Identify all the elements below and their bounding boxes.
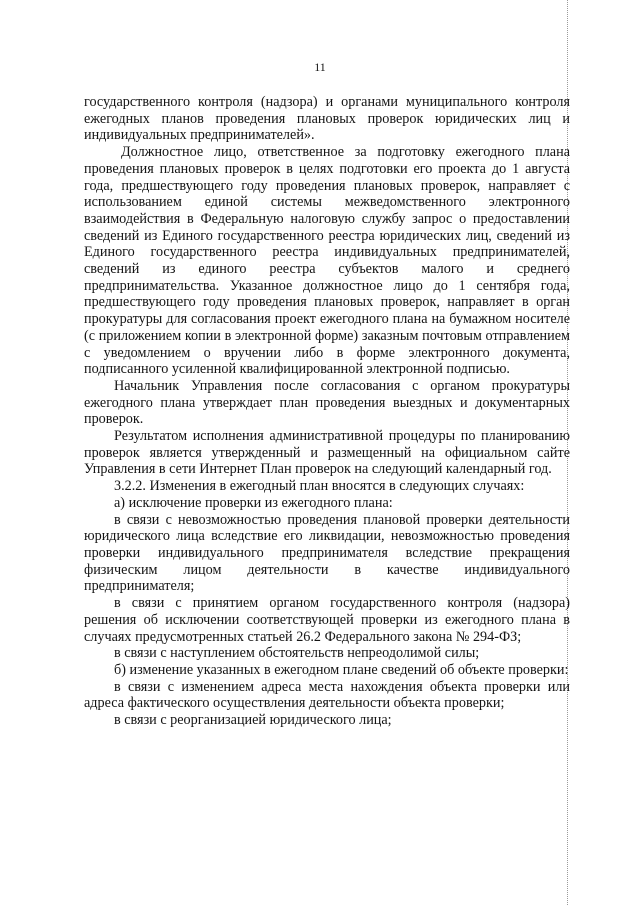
paragraph-item-a: а) исключение проверки из ежегодного плана: <box>114 494 393 511</box>
paragraph-responsible-official: Должностное лицо, ответственное за подготовку ежегодного плана проведения плановых проверок в целях подготовки его проекта до 1 августа года, предшествующего году проведения плановых проверок, направляет с использованием единой системы межведомственного электронного взаимодействия в Федеральную налоговую службу запрос о предоставлении сведений из Единого государственного реестра юридических лиц, сведений из Единого государственного реестра индивидуальных предпринимателей, сведений из единого реестра субъектов малого и среднего предпринимательства. Указанное должностное лицо до 1 сентября года, предшествующего году проведения плановых проверок, направляет в орган прокуратуры для согласования проект ежегодного плана на бумажном носителе (с приложением копии в электронной форме) заказным почтовым отправлением с уведомлением о вручении либо в форме электронного документа, подписанного усиленной квалифицированной электронной подписью. <box>84 144 570 378</box>
paragraph-liquidation: в связи с невозможностью проведения плановой проверки деятельности юридического лица вследствие его ликвидации, невозможностью проведения проверки индивидуального предпринимателя вследствие прекращения физическим лицом деятельности в качестве индивидуального предпринимателя; <box>84 511 570 595</box>
paragraph-reorganization: в связи с реорганизацией юридического лица; <box>114 712 392 729</box>
paragraph-section-3-2-2: 3.2.2. Изменения в ежегодный план вносятся в следующих случаях: <box>114 478 525 495</box>
document-body <box>84 94 570 729</box>
paragraph-address-change: в связи с изменением адреса места нахождения объекта проверки или адреса фактического осуществления деятельности объекта проверки; <box>84 678 570 712</box>
paragraph-head-approval: Начальник Управления после согласования с органом прокуратуры ежегодного плана утверждает план проведения выездных и документарных проверок. <box>84 377 570 428</box>
paragraph-force-majeure: в связи с наступлением обстоятельств непреодолимой силы; <box>114 645 480 662</box>
page-number: 11 <box>314 60 326 74</box>
paragraph-item-b: б) изменение указанных в ежегодном плане сведений об объекте проверки: <box>114 661 569 678</box>
paragraph-exclusion-decision: в связи с принятием органом государственного контроля (надзора) решения об исключении соответствующей проверки из ежегодного плана в случаях предусмотренных статьей 26.2 Федерального закона № 294-ФЗ; <box>84 595 570 645</box>
paragraph-intro-continuation: государственного контроля (надзора) и органами муниципального контроля ежегодных планов проведения плановых проверок юридических лиц и индивидуальных предпринимателей». <box>84 94 570 144</box>
paragraph-result: Результатом исполнения административной процедуры по планированию проверок является утвержденный и размещенный на официальном сайте Управления в сети Интернет План проверок на следующий календарный год. <box>84 428 570 478</box>
